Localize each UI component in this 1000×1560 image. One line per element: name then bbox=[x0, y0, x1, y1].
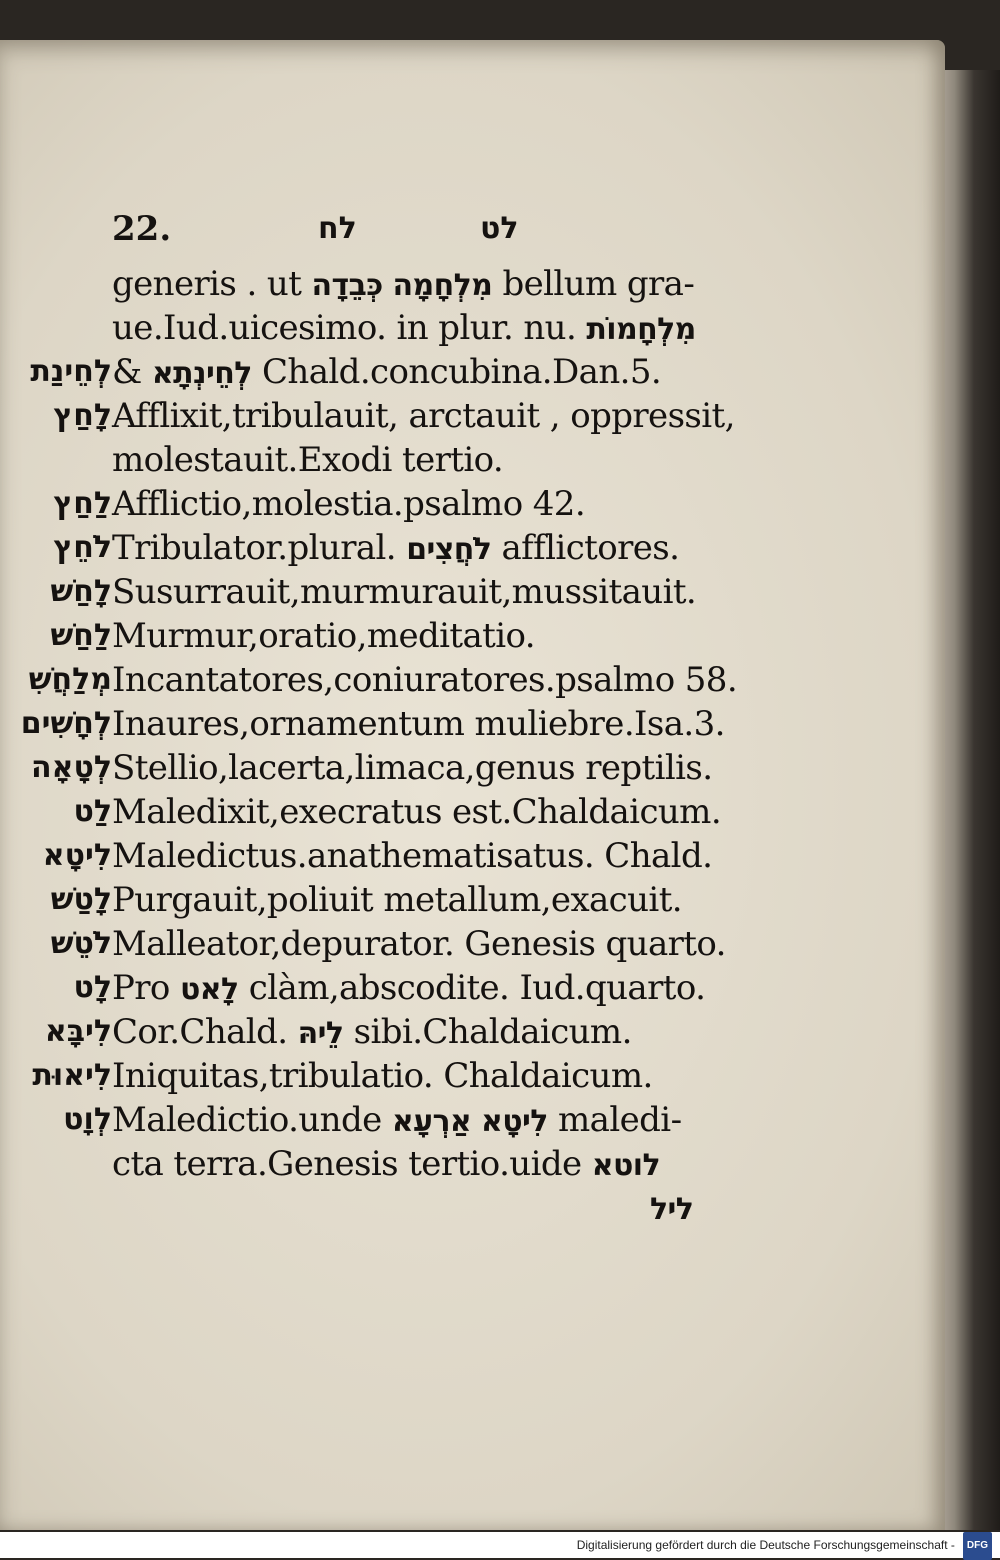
dictionary-line bbox=[0, 1010, 940, 1054]
page-number: 22. bbox=[112, 209, 172, 249]
latin-text: Malleator,depurator. Genesis quarto. bbox=[112, 924, 726, 964]
latin-text: sibi.Chaldaicum. bbox=[343, 1012, 632, 1052]
latin-text: Afflixit,tribulauit, arctauit , oppressit, bbox=[112, 396, 735, 436]
dictionary-line bbox=[0, 394, 940, 438]
dictionary-line bbox=[0, 922, 940, 966]
dictionary-line bbox=[0, 702, 940, 746]
running-head-right: לט bbox=[480, 211, 519, 246]
latin-text: maledi- bbox=[547, 1100, 682, 1140]
latin-text: molestauit.Exodi tertio. bbox=[112, 440, 504, 480]
dictionary-line bbox=[0, 570, 940, 614]
definition-text bbox=[112, 350, 661, 396]
hebrew-word: לֵיהּ bbox=[297, 1016, 344, 1051]
dictionary-line bbox=[0, 1054, 940, 1098]
definition-text bbox=[112, 790, 721, 834]
hebrew-word: לוטא bbox=[591, 1148, 661, 1183]
definition-text bbox=[112, 394, 735, 438]
latin-text: Inaures,ornamentum muliebre.Isa.3. bbox=[112, 704, 725, 744]
hebrew-word: לָאט bbox=[180, 972, 239, 1007]
footer-bar bbox=[0, 1532, 1000, 1558]
latin-text: Cor.Chald. bbox=[112, 1012, 298, 1052]
definition-text bbox=[650, 1186, 693, 1232]
dictionary-entries bbox=[0, 262, 940, 1230]
dictionary-line bbox=[0, 966, 940, 1010]
hebrew-headword: לָט bbox=[73, 970, 112, 1005]
definition-text bbox=[112, 438, 503, 482]
dictionary-line bbox=[0, 1142, 940, 1186]
dictionary-line bbox=[0, 1098, 940, 1142]
dictionary-line bbox=[0, 526, 940, 570]
hebrew-headword: לַט bbox=[73, 794, 112, 829]
definition-text bbox=[112, 482, 585, 526]
latin-text: Murmur,oratio,meditatio. bbox=[112, 616, 535, 656]
dictionary-line bbox=[0, 658, 940, 702]
definition-text bbox=[112, 746, 712, 790]
definition-text bbox=[112, 614, 535, 658]
definition-text bbox=[112, 526, 679, 572]
definition-text bbox=[112, 658, 737, 702]
latin-text: clàm,abscodite. Iud.quarto. bbox=[238, 968, 706, 1008]
hebrew-word: מִלְחָמוֹת bbox=[586, 312, 696, 347]
running-header bbox=[0, 200, 940, 258]
hebrew-headword: לְחֵינַת bbox=[30, 354, 112, 389]
dictionary-line bbox=[0, 878, 940, 922]
hebrew-word: מִלְחָמָה כְּבֵדָה bbox=[311, 268, 493, 303]
definition-text bbox=[112, 702, 725, 746]
definition-text bbox=[112, 570, 696, 614]
definition-text bbox=[112, 1142, 660, 1188]
hebrew-headword: לָטַשׁ bbox=[50, 882, 112, 917]
latin-text: Iniquitas,tribulatio. Chaldaicum. bbox=[112, 1056, 653, 1096]
definition-text bbox=[112, 262, 694, 308]
dictionary-line bbox=[0, 834, 940, 878]
latin-text: Chald.concubina.Dan.5. bbox=[251, 352, 662, 392]
definition-text bbox=[112, 966, 705, 1012]
definition-text bbox=[112, 922, 726, 966]
latin-text: bellum gra- bbox=[492, 264, 695, 304]
hebrew-headword: מְלַחֲשִׁ bbox=[28, 662, 112, 697]
latin-text: Maledixit,execratus est.Chaldaicum. bbox=[112, 792, 722, 832]
hebrew-headword: לֹחֵץ bbox=[53, 530, 112, 565]
latin-text: Purgauit,poliuit metallum,exacuit. bbox=[112, 880, 682, 920]
dfg-logo: DFG bbox=[963, 1532, 992, 1560]
scanned-page bbox=[0, 40, 945, 1530]
definition-text bbox=[112, 1010, 632, 1056]
hebrew-headword: לָחַץ bbox=[53, 398, 112, 433]
hebrew-word: לְחֵינְתָא bbox=[151, 356, 252, 391]
catchword: ליל bbox=[650, 1192, 694, 1227]
definition-text bbox=[112, 306, 696, 352]
dictionary-line bbox=[0, 614, 940, 658]
dictionary-line bbox=[0, 438, 940, 482]
running-head-left: לח bbox=[318, 211, 357, 246]
definition-text bbox=[112, 878, 682, 922]
definition-text bbox=[112, 1054, 653, 1098]
latin-text: Incantatores,coniuratores.psalmo 58. bbox=[112, 660, 738, 700]
latin-text: generis . ut bbox=[112, 264, 312, 304]
definition-text bbox=[112, 1098, 681, 1144]
dictionary-line bbox=[0, 746, 940, 790]
hebrew-headword: לְוָט bbox=[63, 1102, 112, 1137]
hebrew-headword: לַחַשׁ bbox=[50, 618, 112, 653]
latin-text: afflictores. bbox=[491, 528, 680, 568]
latin-text: ue.Iud.uicesimo. in plur. nu. bbox=[112, 308, 587, 348]
latin-text: Afflictio,molestia.psalmo 42. bbox=[112, 484, 586, 524]
hebrew-headword: לְחָשִׁים bbox=[20, 706, 112, 741]
dictionary-line bbox=[0, 790, 940, 834]
hebrew-word: לֹחֲצִים bbox=[406, 532, 492, 567]
latin-text: Susurrauit,murmurauit,mussitauit. bbox=[112, 572, 697, 612]
definition-text bbox=[112, 834, 712, 878]
hebrew-headword: לַחַץ bbox=[53, 486, 112, 521]
footer-credit: Digitalisierung gefördert durch die Deutsche Forschungsgemeinschaft - bbox=[576, 1538, 955, 1553]
dictionary-line bbox=[0, 262, 940, 306]
page-text bbox=[0, 200, 940, 1230]
hebrew-headword: לְטָאָה bbox=[31, 750, 112, 785]
hebrew-headword: לֹטֵשׁ bbox=[50, 926, 112, 961]
latin-text: Maledictio.unde bbox=[112, 1100, 392, 1140]
hebrew-headword: לִיאוּת bbox=[32, 1058, 112, 1093]
latin-text: cta terra.Genesis tertio.uide bbox=[112, 1144, 592, 1184]
latin-text: Maledictus.anathematisatus. Chald. bbox=[112, 836, 713, 876]
hebrew-headword: לִיבָּא bbox=[44, 1014, 112, 1049]
dictionary-line bbox=[0, 482, 940, 526]
dictionary-line bbox=[0, 350, 940, 394]
latin-text: Pro bbox=[112, 968, 181, 1008]
dictionary-line bbox=[0, 306, 940, 350]
hebrew-word: לִיטָא אַרְעָא bbox=[391, 1104, 548, 1139]
latin-text: & bbox=[112, 352, 152, 392]
hebrew-headword: לָחַשׁ bbox=[50, 574, 112, 609]
dictionary-line bbox=[0, 1186, 940, 1230]
latin-text: Stellio,lacerta,limaca,genus reptilis. bbox=[112, 748, 713, 788]
latin-text: Tribulator.plural. bbox=[112, 528, 407, 568]
hebrew-headword: לִיטָא bbox=[42, 838, 112, 873]
